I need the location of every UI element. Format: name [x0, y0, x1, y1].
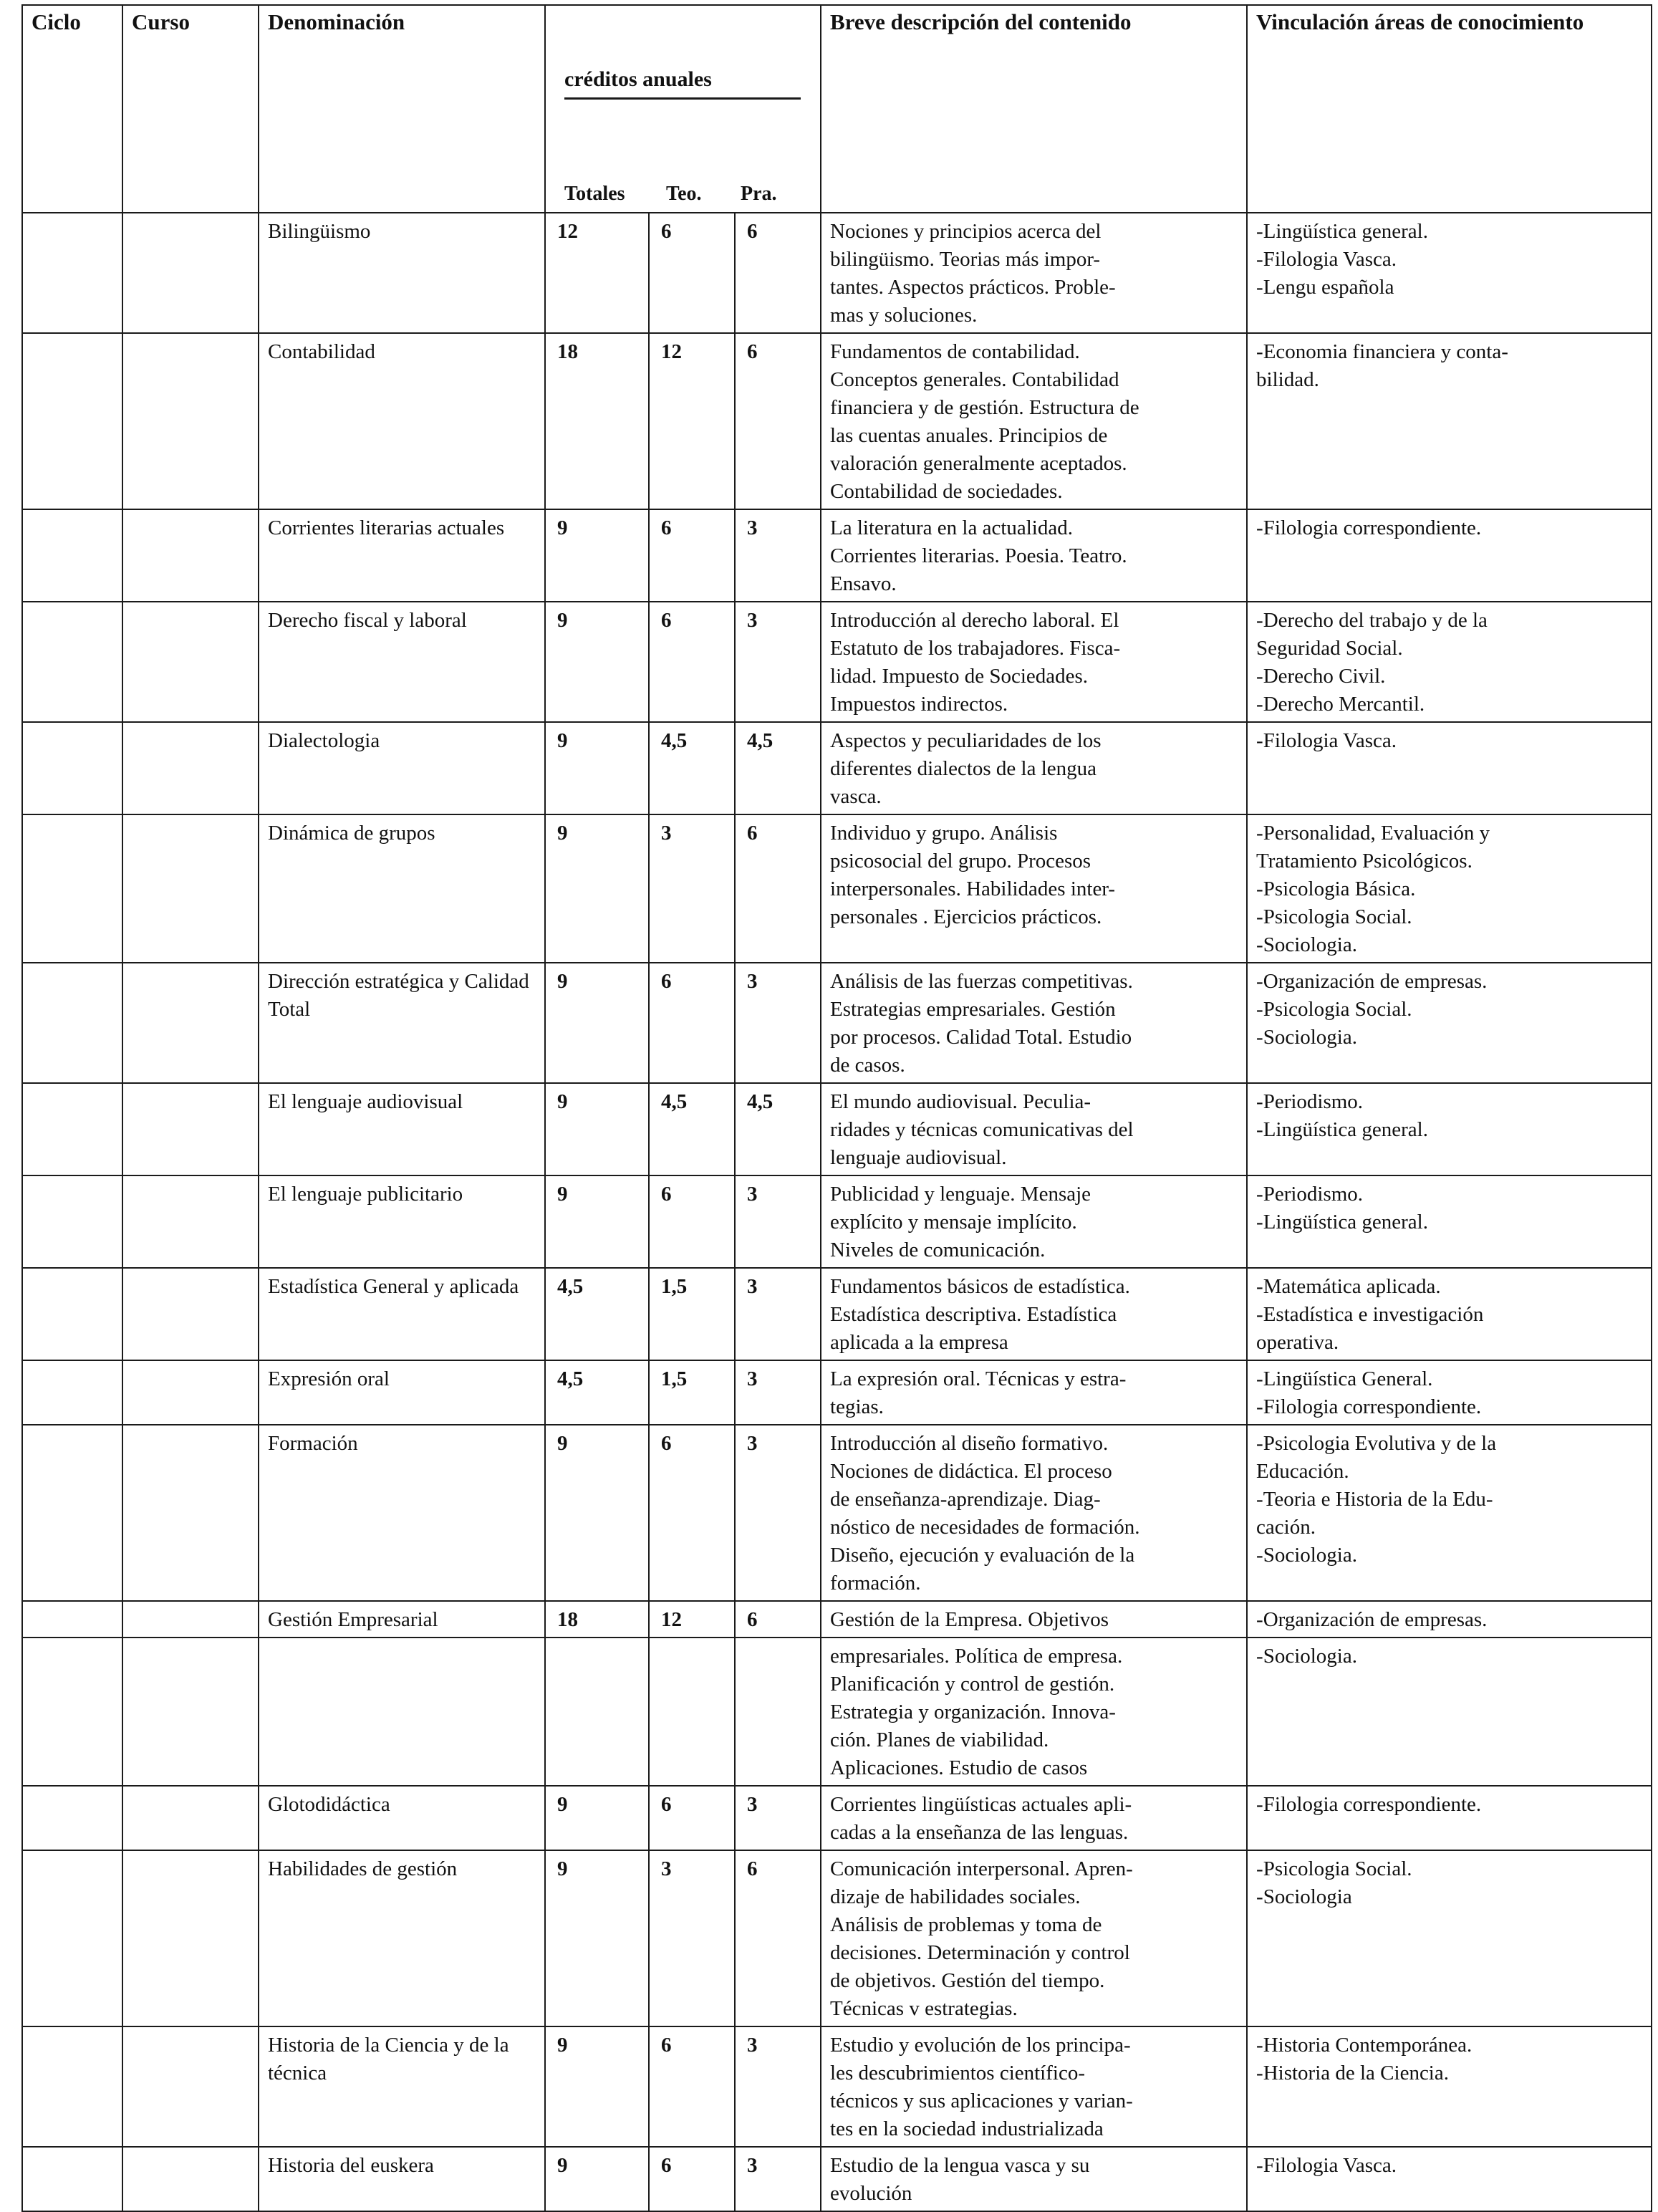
description-line: empresariales. Política de empresa. [830, 1645, 1123, 1668]
curso-cell [122, 1601, 259, 1638]
content-description [821, 814, 1247, 963]
content-description [821, 1786, 1247, 1850]
area-line: -Periodismo. [1256, 1183, 1364, 1206]
content-description [821, 1083, 1247, 1175]
curso-cell [122, 2026, 259, 2147]
credits-pra: 6 [735, 333, 821, 509]
description-line: psicosocial del grupo. Procesos [830, 850, 1091, 872]
curso-cell [122, 963, 259, 1083]
credits-teo: 6 [649, 1425, 735, 1601]
course-name: Historia del euskera [259, 2147, 545, 2211]
knowledge-areas [1247, 2147, 1652, 2211]
description-line: Impuestos indirectos. [830, 693, 1008, 716]
knowledge-areas [1247, 1601, 1652, 1638]
content-description [821, 1268, 1247, 1360]
description-line: lidad. Impuesto de Sociedades. [830, 665, 1089, 688]
ciclo-cell [22, 1360, 122, 1425]
ciclo-cell [22, 1850, 122, 2026]
description-line: Estudio y evolución de los principa- [830, 2034, 1131, 2057]
table-row [22, 2026, 1652, 2147]
knowledge-areas [1247, 602, 1652, 722]
credits-teo: 12 [649, 333, 735, 509]
credits-total: 18 [545, 1601, 649, 1638]
credits-teo: 1,5 [649, 1268, 735, 1360]
table-row [22, 2147, 1652, 2211]
description-line: Ensavo. [830, 572, 897, 595]
description-line: tantes. Aspectos prácticos. Proble- [830, 276, 1116, 299]
course-name: Contabilidad [259, 333, 545, 509]
knowledge-areas [1247, 213, 1652, 333]
credits-teo: 6 [649, 2026, 735, 2147]
ciclo-cell [22, 1786, 122, 1850]
area-line: -Periodismo. [1256, 1090, 1364, 1113]
description-line: nóstico de necesidades de formación. [830, 1516, 1140, 1539]
area-line: -Lingüística general. [1256, 220, 1428, 243]
credits-teo: 3 [649, 1850, 735, 2026]
area-line: -Sociologia. [1256, 1645, 1357, 1668]
knowledge-areas [1247, 722, 1652, 814]
description-line: Diseño, ejecución y evaluación de la [830, 1544, 1135, 1567]
credits-teo: 6 [649, 1786, 735, 1850]
credits-teo: 6 [649, 213, 735, 333]
description-line: dizaje de habilidades sociales. [830, 1885, 1081, 1908]
description-line: La expresión oral. Técnicas y estra- [830, 1367, 1127, 1390]
ciclo-cell [22, 509, 122, 602]
ciclo-cell [22, 213, 122, 333]
credits-pra: 6 [735, 814, 821, 963]
credits-teo: 3 [649, 814, 735, 963]
content-description [821, 1850, 1247, 2026]
header-ciclo: Ciclo [22, 5, 122, 213]
credits-total: 9 [545, 2026, 649, 2147]
ciclo-cell [22, 722, 122, 814]
area-line: -Filologia Vasca. [1256, 729, 1397, 752]
credits-pra: 3 [735, 2026, 821, 2147]
table-body [22, 213, 1652, 2211]
curso-cell [122, 509, 259, 602]
area-line: -Derecho del trabajo y de la [1256, 609, 1488, 632]
area-line: -Matemática aplicada. [1256, 1275, 1441, 1298]
curso-cell [122, 602, 259, 722]
description-line: personales . Ejercicios prácticos. [830, 905, 1102, 928]
description-line: mas y soluciones. [830, 304, 978, 327]
knowledge-areas [1247, 2026, 1652, 2147]
document-page [21, 4, 1651, 2212]
description-line: ción. Planes de viabilidad. [830, 1728, 1049, 1751]
description-line: decisiones. Determinación y control [830, 1941, 1130, 1964]
header-descripcion: Breve descripción del contenido [821, 5, 1247, 213]
description-line: Corrientes literarias. Poesia. Teatro. [830, 544, 1127, 567]
content-description [821, 1425, 1247, 1601]
area-line: -Sociologia [1256, 1885, 1352, 1908]
credits-teo: 1,5 [649, 1360, 735, 1425]
content-description [821, 509, 1247, 602]
course-table [21, 4, 1652, 2212]
description-line: tes en la sociedad industrializada [830, 2117, 1104, 2140]
area-line: -Organización de empresas. [1256, 1608, 1488, 1631]
header-curso: Curso [122, 5, 259, 213]
description-line: Planificación y control de gestión. [830, 1673, 1115, 1696]
table-row [22, 1425, 1652, 1601]
course-name: Dinámica de grupos [259, 814, 545, 963]
description-line: Análisis de las fuerzas competitivas. [830, 970, 1133, 993]
table-row [22, 1786, 1652, 1850]
header-totales: Totales [564, 183, 625, 205]
credits-total: 9 [545, 2147, 649, 2211]
description-line: les descubrimientos científico- [830, 2062, 1085, 2084]
curso-cell [122, 2147, 259, 2211]
course-name: Formación [259, 1425, 545, 1601]
content-description [821, 213, 1247, 333]
description-line: Estudio de la lengua vasca y su [830, 2154, 1090, 2177]
description-line: Corrientes lingüísticas actuales apli- [830, 1793, 1132, 1816]
content-description [821, 722, 1247, 814]
description-line: cadas a la enseñanza de las lenguas. [830, 1821, 1129, 1844]
table-row [22, 333, 1652, 509]
ciclo-cell [22, 2147, 122, 2211]
knowledge-areas [1247, 1175, 1652, 1268]
credits-pra: 6 [735, 213, 821, 333]
description-line: vasca. [830, 785, 882, 808]
credits-total: 4,5 [545, 1360, 649, 1425]
area-line: bilidad. [1256, 368, 1319, 391]
curso-cell [122, 1786, 259, 1850]
curso-cell [122, 1360, 259, 1425]
table-row [22, 1360, 1652, 1425]
area-line: operativa. [1256, 1331, 1339, 1354]
table-row [22, 1638, 1652, 1786]
credits-teo: 6 [649, 602, 735, 722]
description-line: Individuo y grupo. Análisis [830, 822, 1058, 845]
description-line: Introducción al derecho laboral. El [830, 609, 1119, 632]
area-line: -Derecho Civil. [1256, 665, 1386, 688]
description-line: Introducción al diseño formativo. [830, 1432, 1109, 1455]
area-line: -Psicologia Social. [1256, 905, 1412, 928]
area-line: -Lingüística general. [1256, 1118, 1428, 1141]
description-line: Conceptos generales. Contabilidad [830, 368, 1119, 391]
curso-cell [122, 1083, 259, 1175]
description-line: Publicidad y lenguaje. Mensaje [830, 1183, 1091, 1206]
description-line: Nociones de didáctica. El proceso [830, 1460, 1112, 1483]
ciclo-cell [22, 1268, 122, 1360]
description-line: financiera y de gestión. Estructura de [830, 396, 1139, 419]
credits-pra: 4,5 [735, 1083, 821, 1175]
description-line: lenguaje audiovisual. [830, 1146, 1007, 1169]
content-description [821, 2147, 1247, 2211]
table-row [22, 722, 1652, 814]
area-line: -Filologia correspondiente. [1256, 1395, 1482, 1418]
table-row [22, 814, 1652, 963]
knowledge-areas [1247, 333, 1652, 509]
credits-teo: 6 [649, 2147, 735, 2211]
ciclo-cell [22, 963, 122, 1083]
credits-total: 9 [545, 722, 649, 814]
description-line: Estrategias empresariales. Gestión [830, 998, 1116, 1021]
credits-pra: 3 [735, 1425, 821, 1601]
content-description [821, 1638, 1247, 1786]
ciclo-cell [22, 333, 122, 509]
ciclo-cell [22, 1638, 122, 1786]
area-line: -Derecho Mercantil. [1256, 693, 1425, 716]
description-line: aplicada a la empresa [830, 1331, 1008, 1354]
area-line: -Teoria e Historia de la Edu- [1256, 1488, 1493, 1511]
credits-total: 4,5 [545, 1268, 649, 1360]
credits-pra: 4,5 [735, 722, 821, 814]
credits-teo: 6 [649, 1175, 735, 1268]
description-line: Contabilidad de sociedades. [830, 480, 1063, 503]
course-name: Estadística General y aplicada [259, 1268, 545, 1360]
description-line: Nociones y principios acerca del [830, 220, 1102, 243]
description-line: técnicos y sus aplicaciones y varian- [830, 2090, 1133, 2112]
area-line: -Sociologia. [1256, 1026, 1357, 1049]
description-line: Aspectos y peculiaridades de los [830, 729, 1102, 752]
description-line: Fundamentos básicos de estadística. [830, 1275, 1130, 1298]
description-line: Fundamentos de contabilidad. [830, 340, 1080, 363]
curso-cell [122, 1850, 259, 2026]
credits-teo: 6 [649, 509, 735, 602]
curso-cell [122, 722, 259, 814]
header-creditos-anuales: créditos anuales [564, 67, 801, 100]
area-line: -Filologia correspondiente. [1256, 516, 1482, 539]
description-line: Estatuto de los trabajadores. Fisca- [830, 637, 1121, 660]
course-name [259, 1638, 545, 1786]
description-line: bilingüismo. Teorias más impor- [830, 248, 1101, 271]
credits-pra: 6 [735, 1850, 821, 2026]
content-description [821, 963, 1247, 1083]
credits-pra: 3 [735, 1360, 821, 1425]
credits-teo: 6 [649, 963, 735, 1083]
description-line: evolución [830, 2182, 912, 2205]
credits-total: 9 [545, 1425, 649, 1601]
area-line: -Sociologia. [1256, 1544, 1357, 1567]
area-line: -Psicologia Evolutiva y de la [1256, 1432, 1497, 1455]
course-name: Dialectologia [259, 722, 545, 814]
description-line: de objetivos. Gestión del tiempo. [830, 1969, 1105, 1992]
area-line: -Psicologia Social. [1256, 1857, 1412, 1880]
area-line: Tratamiento Psicológicos. [1256, 850, 1473, 872]
ciclo-cell [22, 814, 122, 963]
header-creditos [545, 5, 821, 213]
credits-total [545, 1638, 649, 1786]
credits-teo: 4,5 [649, 1083, 735, 1175]
credits-pra: 3 [735, 1786, 821, 1850]
credits-teo [649, 1638, 735, 1786]
knowledge-areas [1247, 1268, 1652, 1360]
description-line: Comunicación interpersonal. Apren- [830, 1857, 1133, 1880]
credits-total: 9 [545, 1850, 649, 2026]
description-line: Estrategia y organización. Innova- [830, 1701, 1116, 1723]
credits-pra: 3 [735, 602, 821, 722]
knowledge-areas [1247, 1850, 1652, 2026]
credits-total: 9 [545, 509, 649, 602]
content-description [821, 2026, 1247, 2147]
area-line: -Sociologia. [1256, 933, 1357, 956]
credits-teo: 12 [649, 1601, 735, 1638]
course-name: Corrientes literarias actuales [259, 509, 545, 602]
description-line: de enseñanza-aprendizaje. Diag- [830, 1488, 1101, 1511]
description-line: Aplicaciones. Estudio de casos [830, 1756, 1088, 1779]
table-row [22, 1601, 1652, 1638]
content-description [821, 602, 1247, 722]
credits-pra: 3 [735, 2147, 821, 2211]
curso-cell [122, 1638, 259, 1786]
course-name: Dirección estratégica y Calidad Total [259, 963, 545, 1083]
area-line: Seguridad Social. [1256, 637, 1403, 660]
content-description [821, 1360, 1247, 1425]
description-line: de casos. [830, 1054, 905, 1077]
curso-cell [122, 1175, 259, 1268]
ciclo-cell [22, 2026, 122, 2147]
ciclo-cell [22, 602, 122, 722]
description-line: Estadística descriptiva. Estadística [830, 1303, 1117, 1326]
description-line: las cuentas anuales. Principios de [830, 424, 1108, 447]
area-line: cación. [1256, 1516, 1316, 1539]
content-description [821, 1175, 1247, 1268]
credits-total: 9 [545, 963, 649, 1083]
curso-cell [122, 333, 259, 509]
header-teo: Teo. [666, 183, 702, 205]
area-line: -Historia Contemporánea. [1256, 2034, 1473, 2057]
course-name: Historia de la Ciencia y de la técnica [259, 2026, 545, 2147]
description-line: Técnicas v estrategias. [830, 1997, 1018, 2020]
table-row [22, 213, 1652, 333]
knowledge-areas [1247, 1083, 1652, 1175]
credits-total: 9 [545, 814, 649, 963]
ciclo-cell [22, 1601, 122, 1638]
curso-cell [122, 814, 259, 963]
area-line: -Filologia Vasca. [1256, 248, 1397, 271]
credits-total: 12 [545, 213, 649, 333]
course-name: Gestión Empresarial [259, 1601, 545, 1638]
curso-cell [122, 1268, 259, 1360]
credits-pra: 3 [735, 1268, 821, 1360]
description-line: Gestión de la Empresa. Objetivos [830, 1608, 1109, 1631]
area-line: -Psicologia Básica. [1256, 877, 1416, 900]
description-line: valoración generalmente aceptados. [830, 452, 1127, 475]
area-line: -Psicologia Social. [1256, 998, 1412, 1021]
table-row [22, 963, 1652, 1083]
credits-pra: 3 [735, 963, 821, 1083]
description-line: formación. [830, 1572, 921, 1595]
credits-total: 18 [545, 333, 649, 509]
header-denominacion: Denominación [259, 5, 545, 213]
area-line: -Historia de la Ciencia. [1256, 2062, 1449, 2084]
area-line: -Filologia correspondiente. [1256, 1793, 1482, 1816]
credits-total: 9 [545, 1175, 649, 1268]
description-line: explícito y mensaje implícito. [830, 1211, 1077, 1234]
knowledge-areas [1247, 1425, 1652, 1601]
ciclo-cell [22, 1175, 122, 1268]
description-line: La literatura en la actualidad. [830, 516, 1073, 539]
area-line: -Personalidad, Evaluación y [1256, 822, 1490, 845]
area-line: -Filologia Vasca. [1256, 2154, 1397, 2177]
knowledge-areas [1247, 509, 1652, 602]
knowledge-areas [1247, 1638, 1652, 1786]
credits-pra [735, 1638, 821, 1786]
credits-pra: 6 [735, 1601, 821, 1638]
course-name: Derecho fiscal y laboral [259, 602, 545, 722]
description-line: El mundo audiovisual. Peculia- [830, 1090, 1091, 1113]
credits-teo: 4,5 [649, 722, 735, 814]
course-name: El lenguaje publicitario [259, 1175, 545, 1268]
table-row [22, 1268, 1652, 1360]
curso-cell [122, 213, 259, 333]
knowledge-areas [1247, 814, 1652, 963]
credits-pra: 3 [735, 509, 821, 602]
content-description [821, 1601, 1247, 1638]
table-row [22, 1850, 1652, 2026]
header-pra: Pra. [741, 183, 777, 205]
area-line: -Economia financiera y conta- [1256, 340, 1508, 363]
area-line: -Estadística e investigación [1256, 1303, 1484, 1326]
area-line: -Lingüística General. [1256, 1367, 1433, 1390]
area-line: -Lingüística general. [1256, 1211, 1428, 1234]
knowledge-areas [1247, 963, 1652, 1083]
credits-total: 9 [545, 1083, 649, 1175]
course-name: Bilingüismo [259, 213, 545, 333]
curso-cell [122, 1425, 259, 1601]
header-row [22, 5, 1652, 213]
area-line: Educación. [1256, 1460, 1349, 1483]
description-line: ridades y técnicas comunicativas del [830, 1118, 1134, 1141]
course-name: Glotodidáctica [259, 1786, 545, 1850]
ciclo-cell [22, 1083, 122, 1175]
description-line: por procesos. Calidad Total. Estudio [830, 1026, 1132, 1049]
knowledge-areas [1247, 1360, 1652, 1425]
credits-pra: 3 [735, 1175, 821, 1268]
area-line: -Organización de empresas. [1256, 970, 1488, 993]
course-name: Habilidades de gestión [259, 1850, 545, 2026]
knowledge-areas [1247, 1786, 1652, 1850]
description-line: interpersonales. Habilidades inter- [830, 877, 1116, 900]
course-name: El lenguaje audiovisual [259, 1083, 545, 1175]
table-row [22, 1083, 1652, 1175]
table-row [22, 1175, 1652, 1268]
course-name: Expresión oral [259, 1360, 545, 1425]
description-line: Niveles de comunicación. [830, 1239, 1046, 1261]
description-line: tegias. [830, 1395, 884, 1418]
description-line: diferentes dialectos de la lengua [830, 757, 1097, 780]
table-row [22, 509, 1652, 602]
table-row [22, 602, 1652, 722]
content-description [821, 333, 1247, 509]
credits-total: 9 [545, 602, 649, 722]
area-line: -Lengu española [1256, 276, 1394, 299]
ciclo-cell [22, 1425, 122, 1601]
credits-total: 9 [545, 1786, 649, 1850]
header-vinculacion: Vinculación áreas de conocimiento [1247, 5, 1652, 213]
description-line: Análisis de problemas y toma de [830, 1913, 1102, 1936]
